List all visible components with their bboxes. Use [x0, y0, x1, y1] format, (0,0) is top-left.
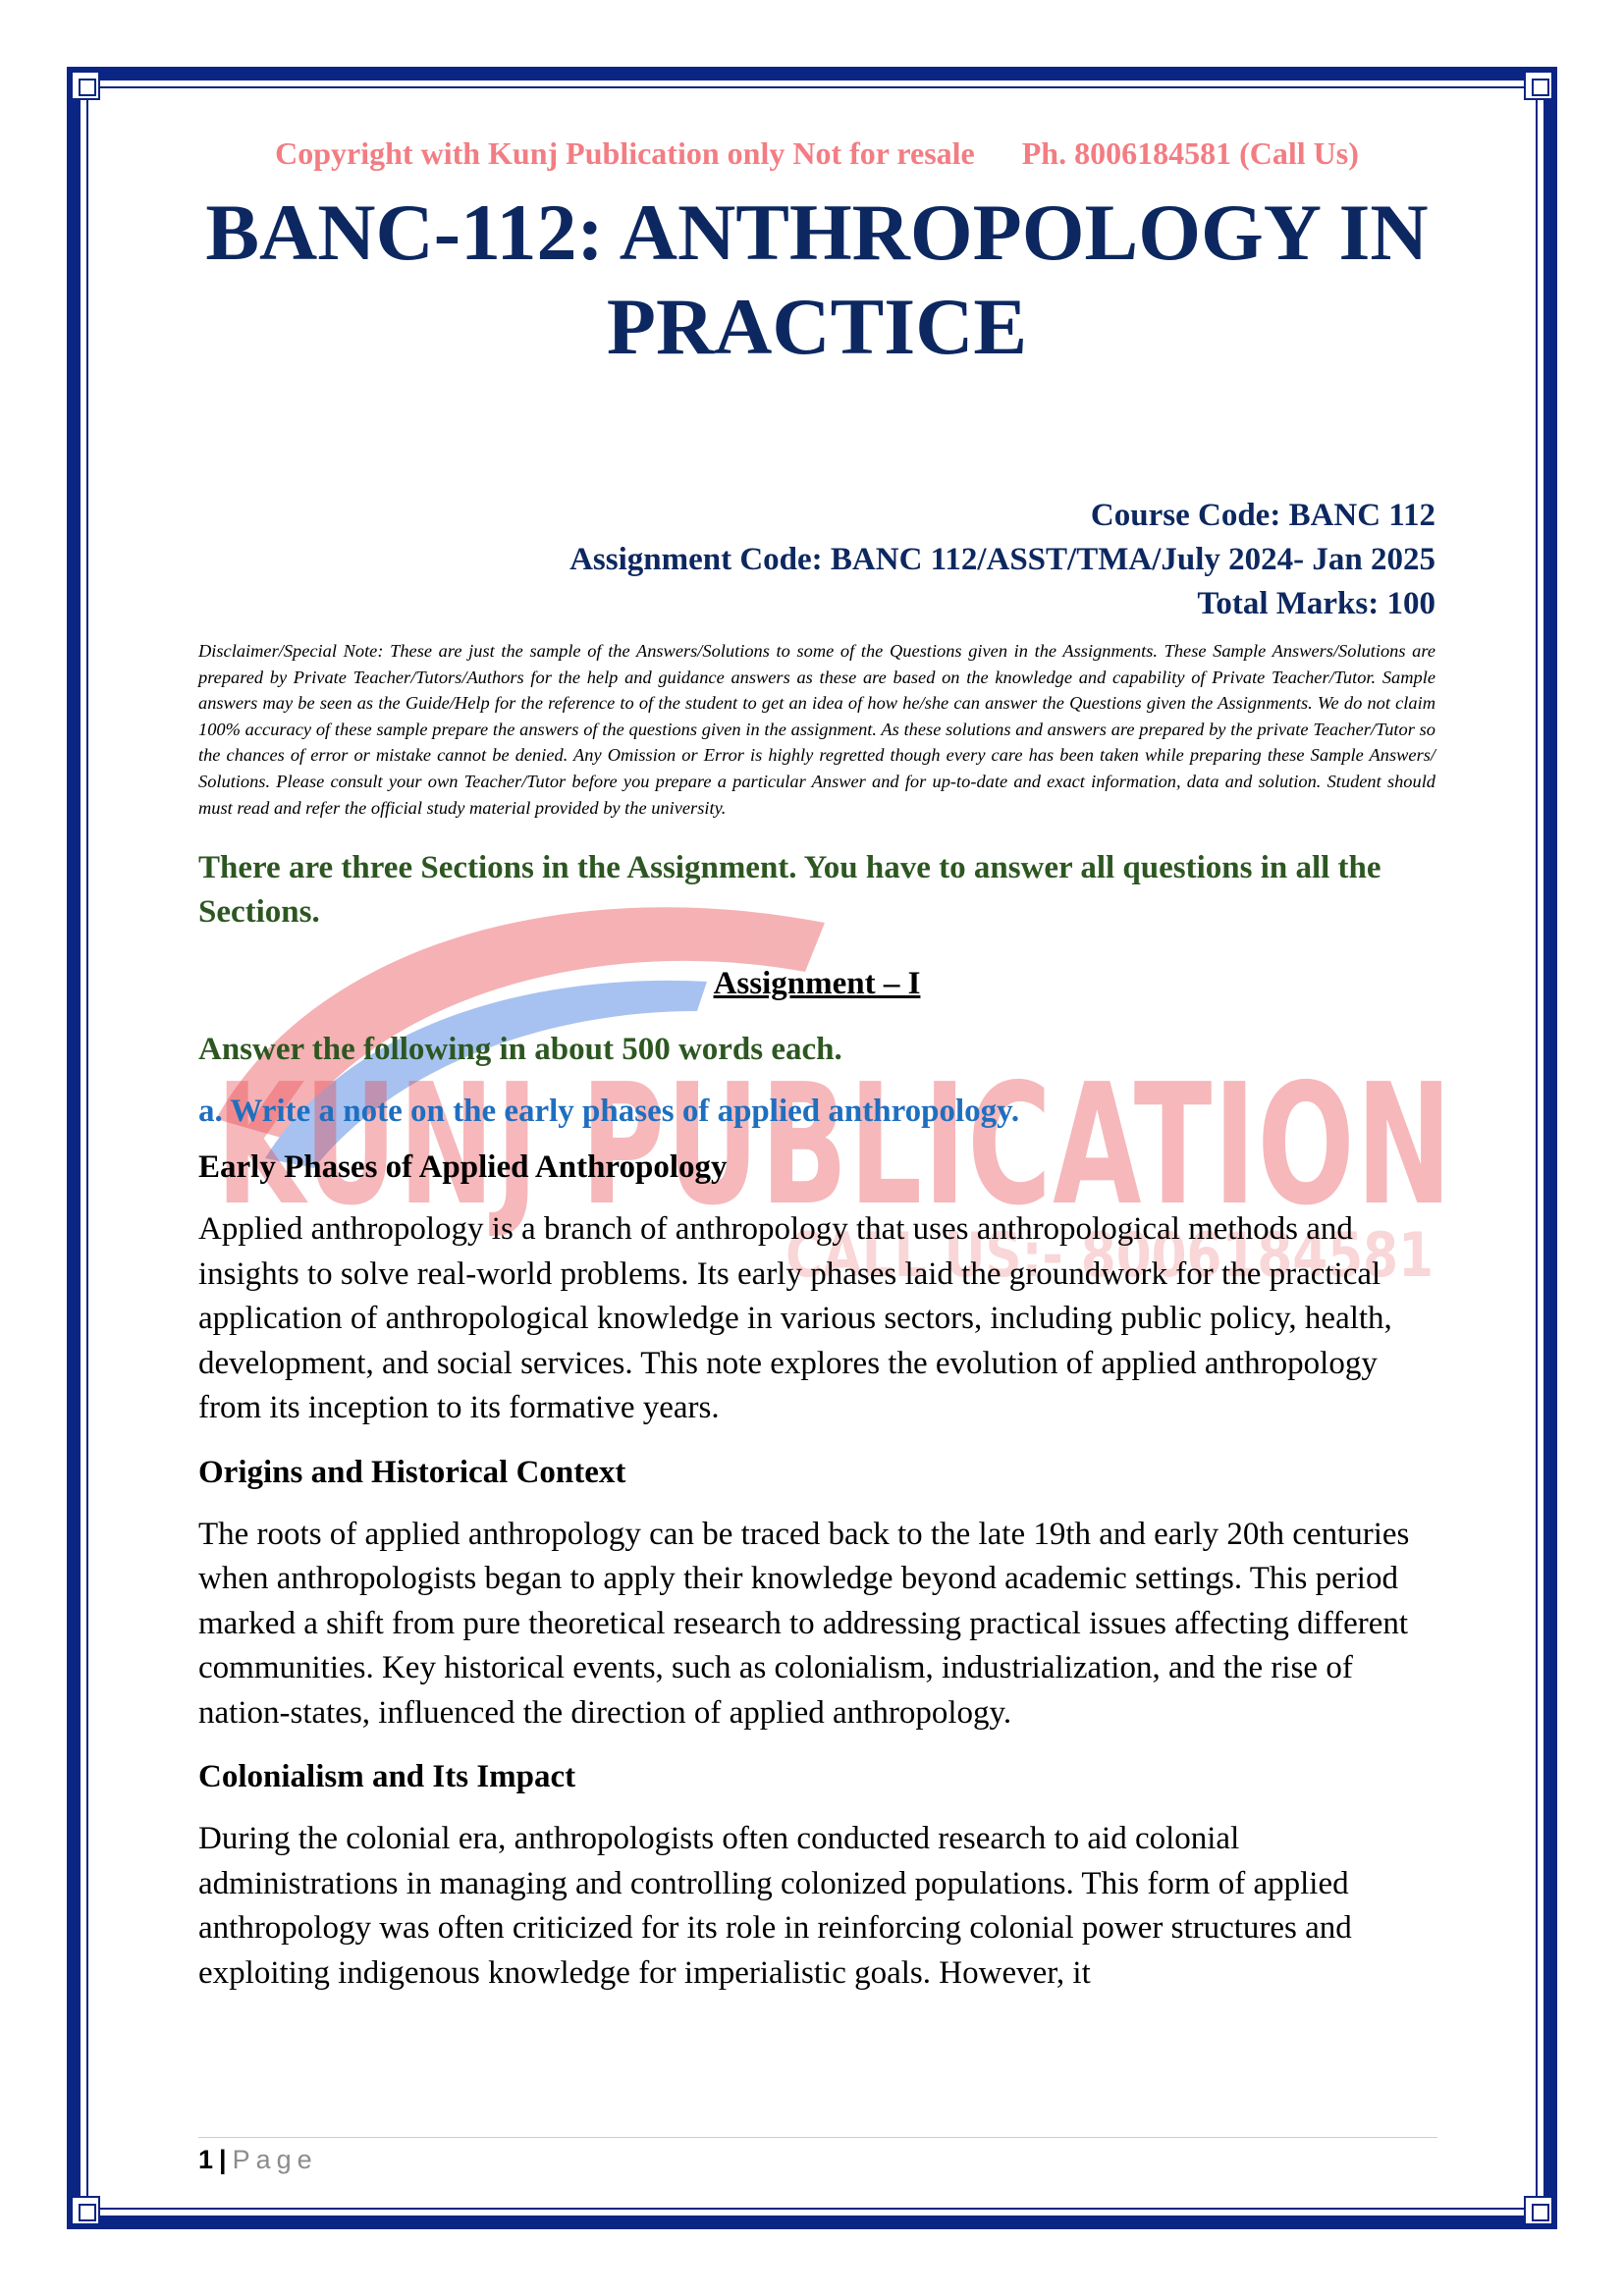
- footer-divider: [198, 2137, 1437, 2138]
- document-title: [198, 186, 1435, 374]
- disclaimer-note: Disclaimer/Special Note: These are just the sample of the Answers/Solutions to some of the Questions given in the Assignments. These Sample Answers/Solutions are prepared by Private Teacher/Tutors/Authors for the help and guidance answers as these are based on the knowledge and capability of Private Teacher/Tutor. Sample answers may be seen as the Guide/Help for the reference to of the student to get an idea of how he/she can answer the Questions given the Assignments. We do not claim 100% accuracy of these sample prepare the answers of the questions given in the assignment. As these solutions and answers are prepared by the private Teacher/Tutor so the chances of error or mistake cannot be denied. Any Omission or Error is highly regretted though every care has been taken while preparing these Sample Answers/ Solutions. Please consult your own Teacher/Tutor before you prepare a particular Answer and for up-to-date and exact information, data and solution. Student should must read and refer the official study material provided by the university.: [198, 641, 1435, 818]
- course-info: [198, 494, 1435, 626]
- sections-note: There are three Sections in the Assignment. You have to answer all questions in all the Sections.: [198, 850, 1381, 931]
- page-content: [198, 135, 1435, 1996]
- section-heading: Early Phases of Applied Anthropology: [198, 1149, 728, 1186]
- title-line-2: PRACTICE: [606, 282, 1028, 371]
- instruction-text: Answer the following in about 500 words each.: [198, 1032, 842, 1068]
- course-code: Course Code: BANC 112: [1090, 498, 1435, 533]
- section-paragraph: The roots of applied anthropology can be traced back to the late 19th and early 20th centuries when anthropologists began to apply their knowledge beyond academic settings. This period marked a shift from pure theoretical research to addressing practical issues affecting different communities. Key historical events, such as colonialism, industrialization, and the rise of nation-states, influenced the direction of applied anthropology.: [198, 1516, 1410, 1731]
- page-number: 1: [198, 2145, 214, 2174]
- copyright-text: Copyright with Kunj Publication only Not for resale: [275, 135, 975, 171]
- section-heading: Colonialism and Its Impact: [198, 1759, 576, 1795]
- section-paragraph: During the colonial era, anthropologists often conducted research to aid colonial administrations in managing and controlling colonized populations. This form of applied anthropology was often criticized for its role in reinforcing colonial power structures and exploiting indigenous knowledge for imperialistic goals. However, it: [198, 1821, 1352, 1991]
- title-line-1: BANC-112: ANTHROPOLOGY IN: [205, 187, 1429, 277]
- page-footer: [198, 2145, 318, 2175]
- phone-text: Ph. 8006184581 (Call Us): [1021, 135, 1359, 171]
- question-a: a. Write a note on the early phases of applied anthropology.: [198, 1094, 1020, 1130]
- copyright-header: [198, 135, 1435, 172]
- footer-separator: |: [219, 2145, 227, 2174]
- page-label: Page: [232, 2145, 318, 2174]
- corner-ornament: [1524, 71, 1553, 100]
- assignment-code: Assignment Code: BANC 112/ASST/TMA/July 2024- Jan 2025: [569, 542, 1435, 577]
- section-paragraph: Applied anthropology is a branch of anthropology that uses anthropological methods and insights to solve real-world problems. Its early phases laid the groundwork for the practical application of anthropological knowledge in various sectors, including public policy, health, development, and social services. This note explores the evolution of applied anthropology from its inception to its formative years.: [198, 1211, 1392, 1426]
- svg-text:KUNJ PUBLICATION: KUNJ PUBLICATION: [216, 1048, 1453, 1243]
- corner-ornament: [71, 2196, 100, 2225]
- assignment-heading: Assignment – I: [713, 966, 921, 1002]
- total-marks: Total Marks: 100: [1197, 586, 1435, 621]
- section-heading: Origins and Historical Context: [198, 1454, 626, 1490]
- svg-text:CALL US:- 8006184581: CALL US:- 8006184581: [785, 1219, 1434, 1291]
- corner-ornament: [71, 71, 100, 100]
- corner-ornament: [1524, 2196, 1553, 2225]
